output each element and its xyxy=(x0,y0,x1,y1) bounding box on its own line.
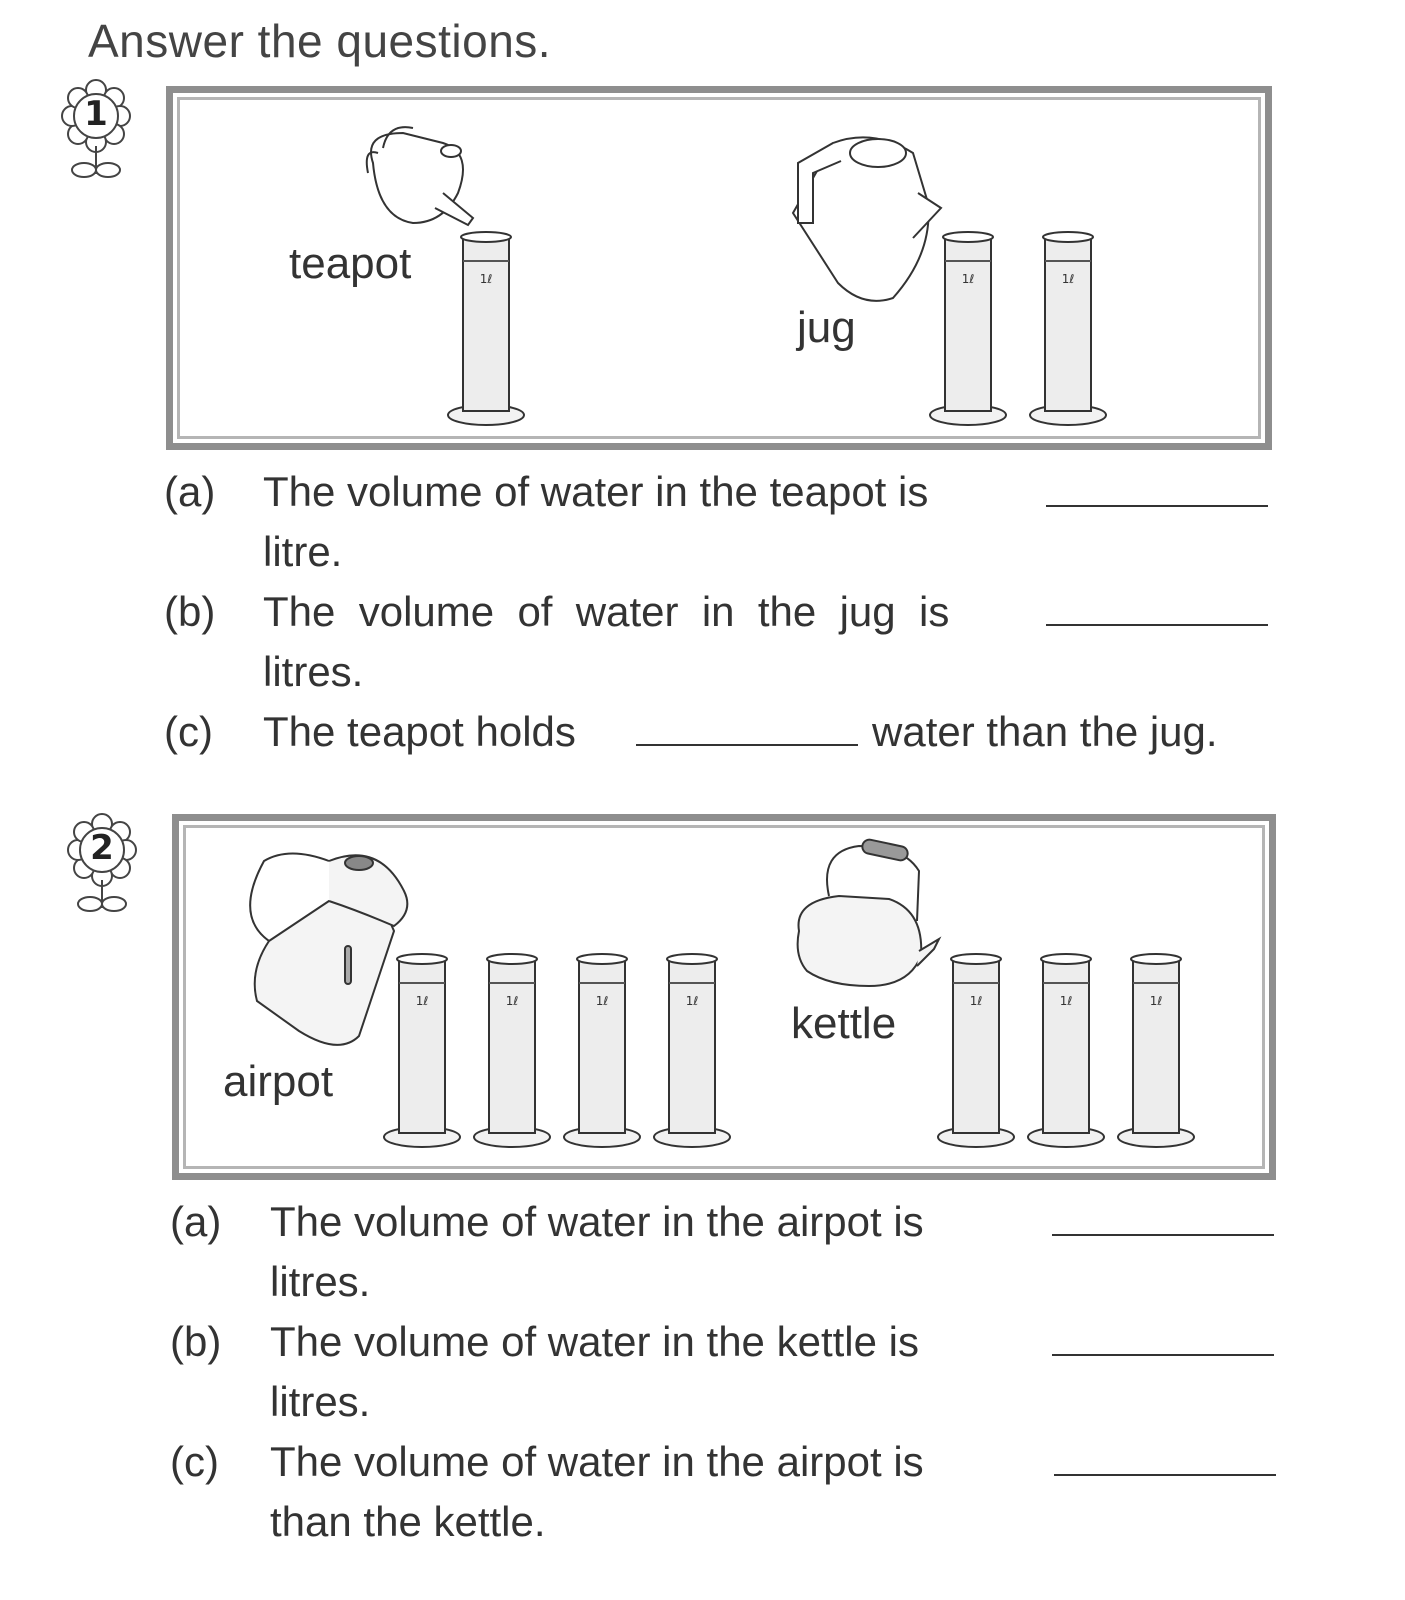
q1-part-b-text: The volume of water in the jug is xyxy=(263,588,950,635)
q2-part-c-text-end: than the kettle. xyxy=(270,1498,546,1545)
q2-part-a-answer-blank[interactable] xyxy=(1052,1234,1274,1236)
kettle-cylinder xyxy=(938,954,1014,1147)
q1-part-c-text-end: water than the jug. xyxy=(872,708,1218,755)
q2-cylinders xyxy=(384,954,1194,1147)
cylinder-mark: 1ℓ xyxy=(1149,994,1163,1008)
q1-part-a-label: (a) xyxy=(164,468,216,515)
airpot-icon xyxy=(250,854,407,1045)
question-1-badge xyxy=(56,78,136,188)
cylinder-mark: 1ℓ xyxy=(505,994,519,1008)
question-1-picture xyxy=(166,86,1272,450)
q2-part-c-text: The volume of water in the airpot is xyxy=(270,1438,924,1485)
kettle-cylinder xyxy=(1118,954,1194,1147)
question-1-number: 1 xyxy=(84,94,108,134)
airpot-cylinder xyxy=(474,954,550,1147)
q2-part-b-answer-blank[interactable] xyxy=(1052,1354,1274,1356)
q1-part-a-text: The volume of water in the teapot is xyxy=(263,468,929,515)
q1-part-b-unit: litres. xyxy=(263,648,364,695)
instructions: Answer the questions. xyxy=(88,15,552,67)
jug-label: jug xyxy=(797,303,856,352)
jug-cylinder xyxy=(1030,232,1106,425)
cylinder-mark: 1ℓ xyxy=(961,272,975,286)
q2-part-c-answer-blank[interactable] xyxy=(1054,1474,1276,1476)
cylinder-mark: 1ℓ xyxy=(415,994,429,1008)
question-2-badge xyxy=(62,812,142,922)
q1-part-b-answer-blank[interactable] xyxy=(1046,624,1268,626)
q1-part-c-answer-blank[interactable] xyxy=(636,744,858,746)
q2-part-c-label: (c) xyxy=(170,1438,219,1485)
airpot-cylinder xyxy=(654,954,730,1147)
q2-part-a-unit: litres. xyxy=(270,1258,371,1305)
q1-part-a-answer-blank[interactable] xyxy=(1046,505,1268,507)
teapot-cylinder xyxy=(448,232,524,425)
question-2-scene xyxy=(179,821,1269,1173)
q1-part-a-unit: litre. xyxy=(263,528,343,575)
q2-part-b-text: The volume of water in the kettle is xyxy=(270,1318,919,1365)
q1-part-c-text: The teapot holds xyxy=(263,708,576,755)
teapot-icon xyxy=(367,127,473,225)
kettle-label: kettle xyxy=(791,999,897,1048)
question-2-number: 2 xyxy=(90,828,114,868)
cylinder-mark: 1ℓ xyxy=(1059,994,1073,1008)
q1-part-b-label: (b) xyxy=(164,588,216,635)
airpot-cylinder xyxy=(564,954,640,1147)
kettle-icon xyxy=(798,838,939,986)
cylinder-mark: 1ℓ xyxy=(595,994,609,1008)
q2-part-b-label: (b) xyxy=(170,1318,222,1365)
jug-cylinder xyxy=(930,232,1006,425)
q1-cylinders xyxy=(448,232,1106,425)
q2-part-b-unit: litres. xyxy=(270,1378,371,1425)
cylinder-mark: 1ℓ xyxy=(479,272,493,286)
q1-part-c-label: (c) xyxy=(164,708,213,755)
cylinder-mark: 1ℓ xyxy=(969,994,983,1008)
airpot-cylinder xyxy=(384,954,460,1147)
q2-part-a-text: The volume of water in the airpot is xyxy=(270,1198,924,1245)
teapot-label: teapot xyxy=(289,239,412,288)
cylinder-mark: 1ℓ xyxy=(685,994,699,1008)
question-2-picture xyxy=(172,814,1276,1180)
jug-icon xyxy=(793,137,941,300)
cylinder-mark: 1ℓ xyxy=(1061,272,1075,286)
kettle-cylinder xyxy=(1028,954,1104,1147)
q2-part-a-label: (a) xyxy=(170,1198,222,1245)
airpot-label: airpot xyxy=(223,1057,334,1106)
